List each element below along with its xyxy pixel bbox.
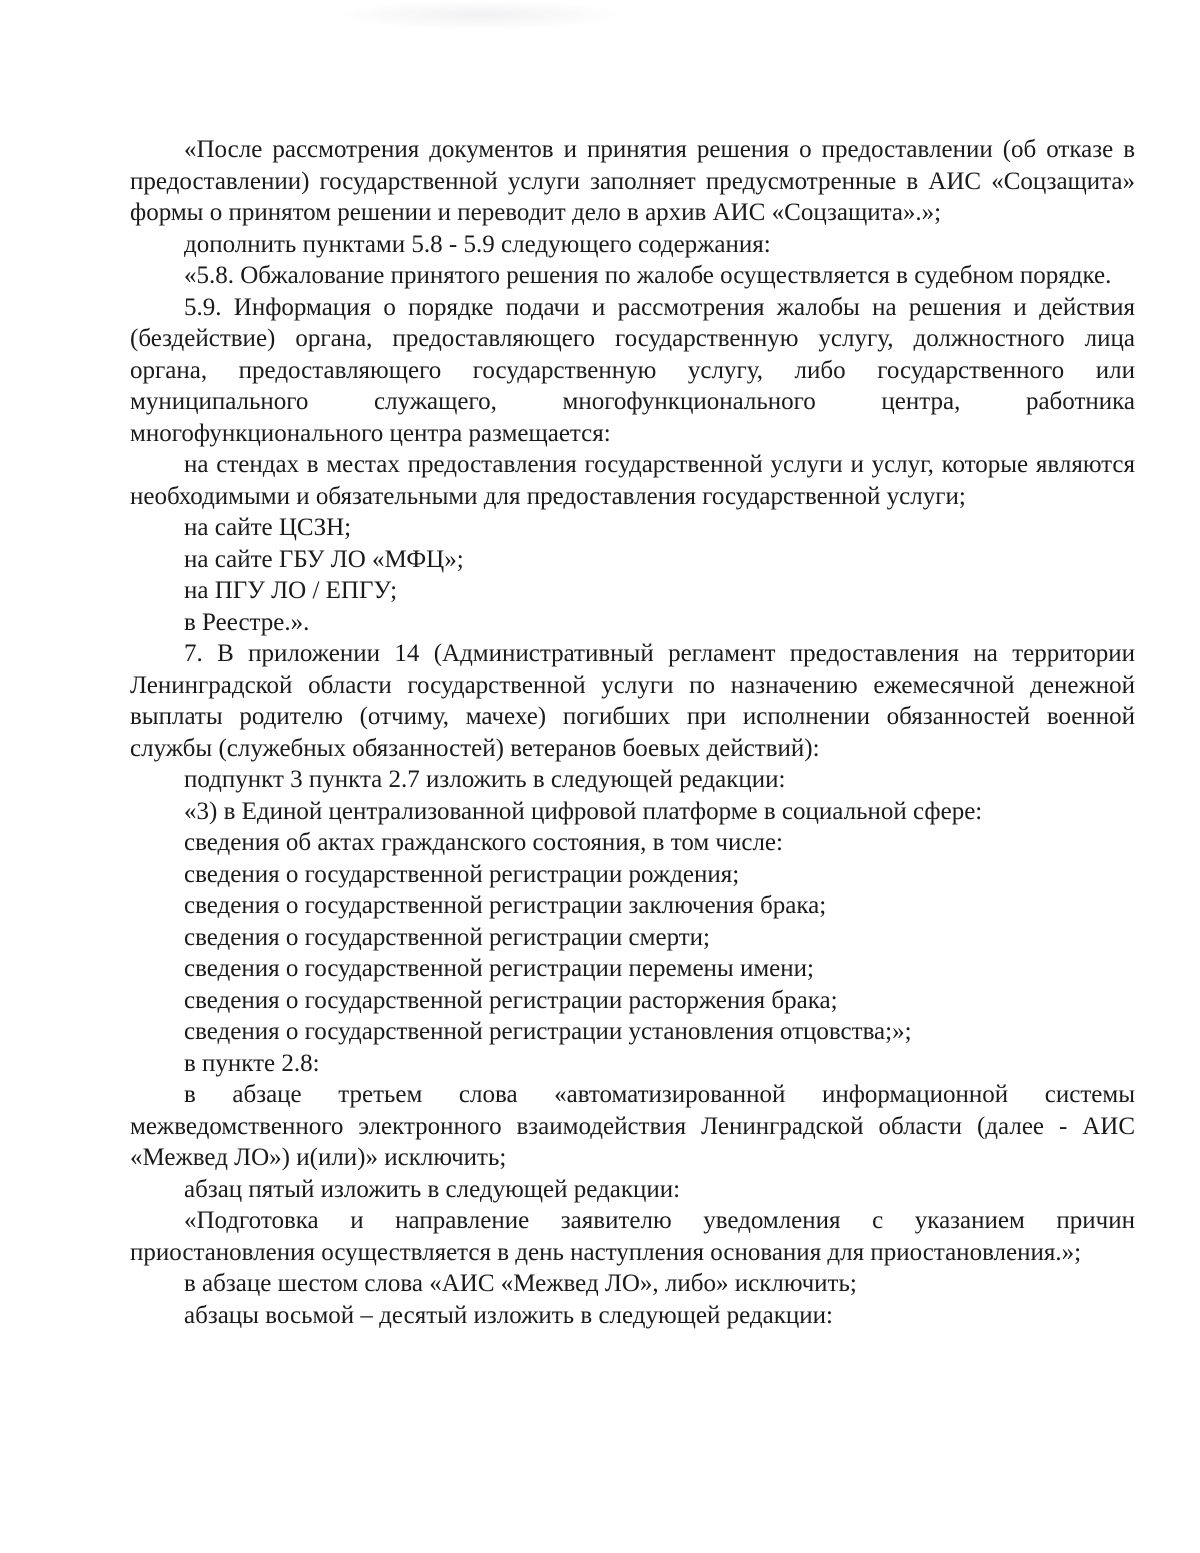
paragraph: абзац пятый изложить в следующей редакции: [184, 1175, 681, 1203]
paragraph: в пункте 2.8: [184, 1049, 320, 1077]
paragraph: сведения о государственной регистрации установления отцовства;»; [184, 1018, 912, 1045]
paragraph: «3) в Единой централизованной цифровой платформе в социальной сфере: [184, 797, 983, 825]
paragraph: на стендах в местах предоставления государственной услуги и услуг, которые являются необходимыми и обязательными для предоставления государственной услуги; [130, 451, 1135, 510]
paragraph: «5.8. Обжалование принятого решения по жалобе осуществляется в судебном порядке. [184, 262, 1112, 289]
paragraph: сведения о государственной регистрации смерти; [184, 923, 710, 951]
document-body [130, 134, 1135, 1331]
paragraph: сведения о государственной регистрации перемены имени; [184, 955, 814, 982]
paragraph: «После рассмотрения документов и принятия решения о предоставлении (об отказе в предоставлении) государственной услуги заполняет предусмотренные в АИС «Соцзащита» формы о принятом решении и переводит дело в архив АИС «Соцзащита».»; [130, 136, 1135, 226]
paragraph: 5.9. Информация о порядке подачи и рассмотрения жалобы на решения и действия (бездействие) органа, предоставляющего государственную услугу, должностного лица органа, предоставляющего государственную услугу, либо государственного или муниципального служащего, многофункционального центра, работника многофункционального центра размещается: [130, 293, 1135, 447]
paragraph: на ПГУ ЛО / ЕПГУ; [184, 577, 398, 604]
paragraph: в абзаце третьем слова «автоматизированной информационной системы межведомственного электронного взаимодействия Ленинградской области (далее - АИС «Межвед ЛО») и(или)» исключить; [130, 1081, 1135, 1171]
paragraph: сведения о государственной регистрации заключения брака; [184, 892, 827, 919]
paragraph: в Реестре.». [184, 608, 310, 636]
scan-artifact [330, 0, 630, 30]
paragraph: сведения об актах гражданского состояния, в том числе: [184, 829, 783, 856]
paragraph: сведения о государственной регистрации рождения; [184, 860, 740, 888]
paragraph: сведения о государственной регистрации расторжения брака; [184, 986, 838, 1014]
paragraph: на сайте ЦСЗН; [184, 514, 352, 541]
paragraph: подпункт 3 пункта 2.7 изложить в следующей редакции: [184, 766, 786, 793]
paragraph: в абзаце шестом слова «АИС «Межвед ЛО», либо» исключить; [184, 1270, 857, 1297]
paragraph: 7. В приложении 14 (Административный регламент предоставления на территории Ленинградской области государственной услуги по назначению ежемесячной денежной выплаты родителю (отчиму, мачехе) погибших при исполнении обязанностей военной службы (служебных обязанностей) ветеранов боевых действий): [130, 640, 1135, 762]
paragraph: дополнить пунктами 5.8 - 5.9 следующего содержания: [184, 230, 771, 258]
paragraph: абзацы восьмой – десятый изложить в следующей редакции: [184, 1301, 833, 1329]
paragraph: на сайте ГБУ ЛО «МФЦ»; [184, 545, 464, 573]
paragraph: «Подготовка и направление заявителю уведомления с указанием причин приостановления осуществляется в день наступления основания для приостановления.»; [130, 1207, 1135, 1266]
